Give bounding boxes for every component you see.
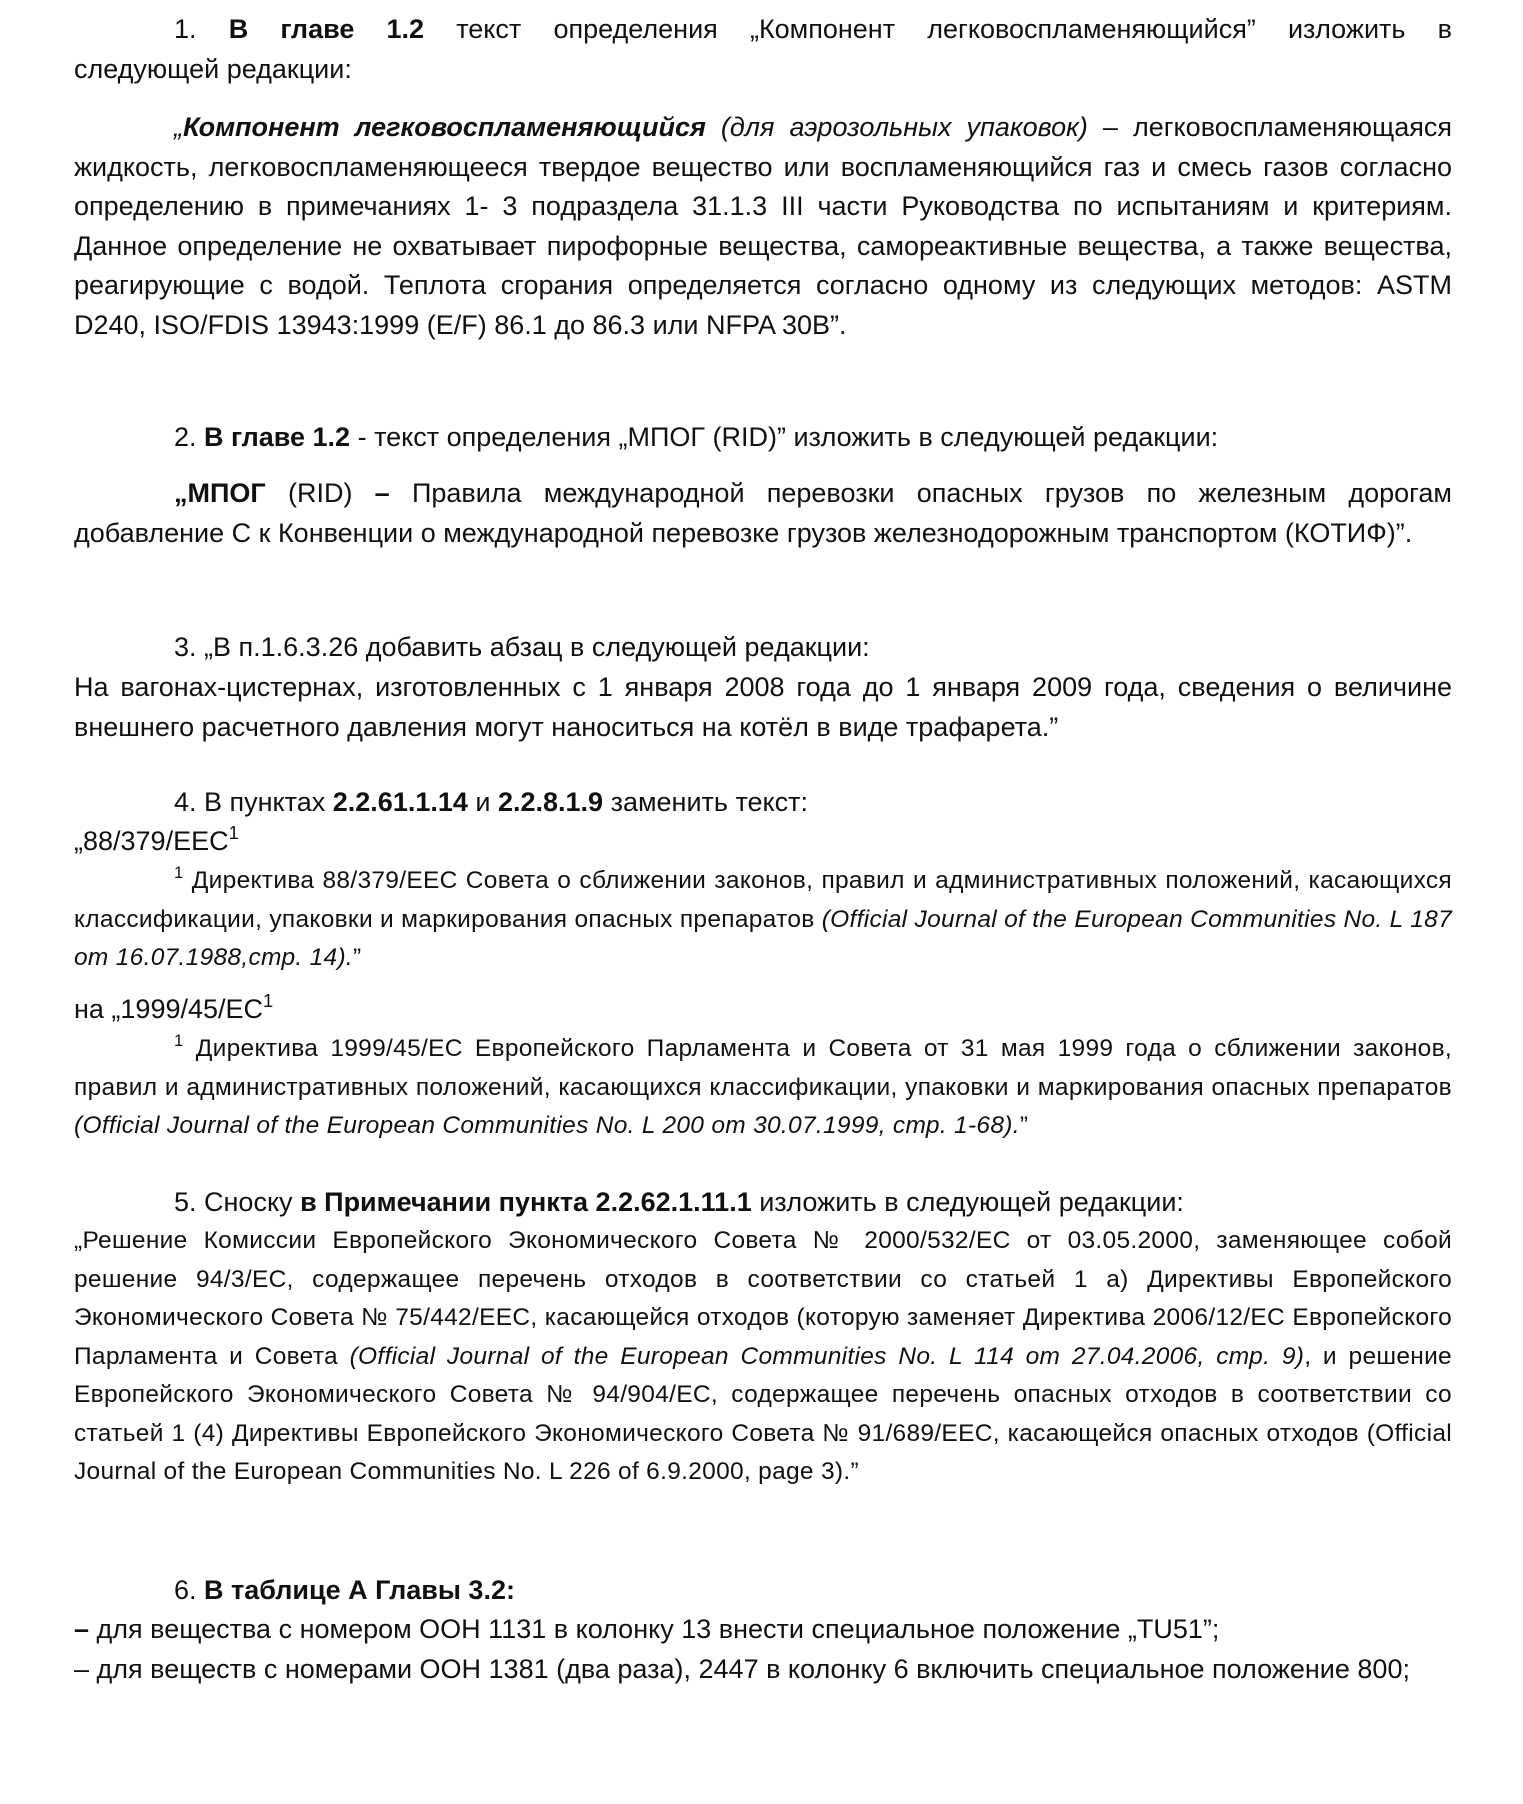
item-2-definition: „МПОГ (RID) – Правила международной перевозки опасных грузов по железным дорогам добавление С к Конвенции о международной перевозке грузов железнодорожным транспортом (КОТИФ)”. [74,478,1452,548]
item-6-line-1: – для вещества с номером ООН 1131 в колонку 13 внести специальное положение „TU51”; [74,1614,1220,1644]
item-1-definition: „Компонент легковоспламеняющийся (для аэрозольных упаковок) – легковоспламеняющаяся жидкость, легковоспламеняющееся твердое вещество или воспламеняющийся газ и смесь газов согласно определению в примечаниях 1- 3 подраздела 31.1.3 III части Руководства по испытаниям и критериям. Данное определение не охватывает пирофорные вещества, самореактивные вещества, а также вещества, реагирующие с водой. Теплота сгорания определяется согласно одному из следующих методов: ASTM D240, ISO/FDIS 13943:1999 (E/F) 86.1 до 86.3 или NFPA 30B”. [74,112,1452,340]
item-5-intro: 5. Сноску в Примечании пункта 2.2.62.1.11.1 изложить в следующей редакции: [174,1187,1184,1217]
item-4-intro: 4. В пунктах 2.2.61.1.14 и 2.2.8.1.9 заменить текст: [174,787,809,817]
new-directive-footnote: $^1$ Директива 1999/45/ЕС Европейского Парламента и Совета от 31 мая 1999 года о сближении законов, правил и административных положений, касающихся классификации, упаковки и маркирования опасных препаратов (Official Journal of the European Communities No. L 200 от 30.07.1999, стр. 1-68).” [74,1031,1452,1139]
item-3-intro: 3. „В п.1.6.3.26 добавить абзац в следующей редакции: [174,632,870,662]
old-directive-ref: „88/379/ЕЕС$^1$ [74,821,239,856]
item-6-intro: 6. В таблице А Главы 3.2: [174,1575,515,1605]
item-3-body: На вагонах-цистернах, изготовленных с 1 января 2008 года до 1 января 2009 года, сведения о величине внешнего расчетного давления могут наноситься на котёл в виде трафарета.” [74,672,1452,742]
item-6-line-2: – для веществ с номерами ООН 1381 (два раза), 2447 в колонку 6 включить специальное положение 800; [74,1654,1410,1684]
item-1-intro-cont: следующей редакции: [74,54,352,84]
item-2-intro: 2. В главе 1.2 - текст определения „МПОГ (RID)” изложить в следующей редакции: [174,422,1219,452]
item-1-intro: 1. В главе 1.2 текст определения „Компонент легковоспламеняющийся” изложить в [174,14,1452,44]
old-directive-footnote: $^1$ Директива 88/379/ЕЕС Совета о сближении законов, правил и административных положений, касающихся классификации, упаковки и маркирования опасных препаратов (Official Journal of the European Communities No. L 187 от 16.07.1988,стр. 14).” [74,863,1452,971]
item-5-body: „Решение Комиссии Европейского Экономического Совета № 2000/532/ЕС от 03.05.2000, заменяющее собой решение 94/3/ЕС, содержащее перечень отходов в соответствии со статьей 1 а) Директивы Европейского Экономического Совета № 75/442/ЕЕС, касающейся отходов (которую заменяет Директива 2006/12/ЕС Европейского Парламента и Совета (Official Journal of the European Communities No. L 114 от 27.04.2006, стр. 9), и решение Европейского Экономического Совета № 94/904/ЕС, содержащее перечень опасных отходов в соответствии со статьей 1 (4) Директивы Европейского Экономического Совета № 91/689/ЕЕС, касающейся опасных отходов (Official Journal of the European Communities No. L 226 of 6.9.2000, page 3).” [74,1227,1452,1485]
new-directive-ref: на $„1999/45/ЕС^1$ [74,989,274,1024]
